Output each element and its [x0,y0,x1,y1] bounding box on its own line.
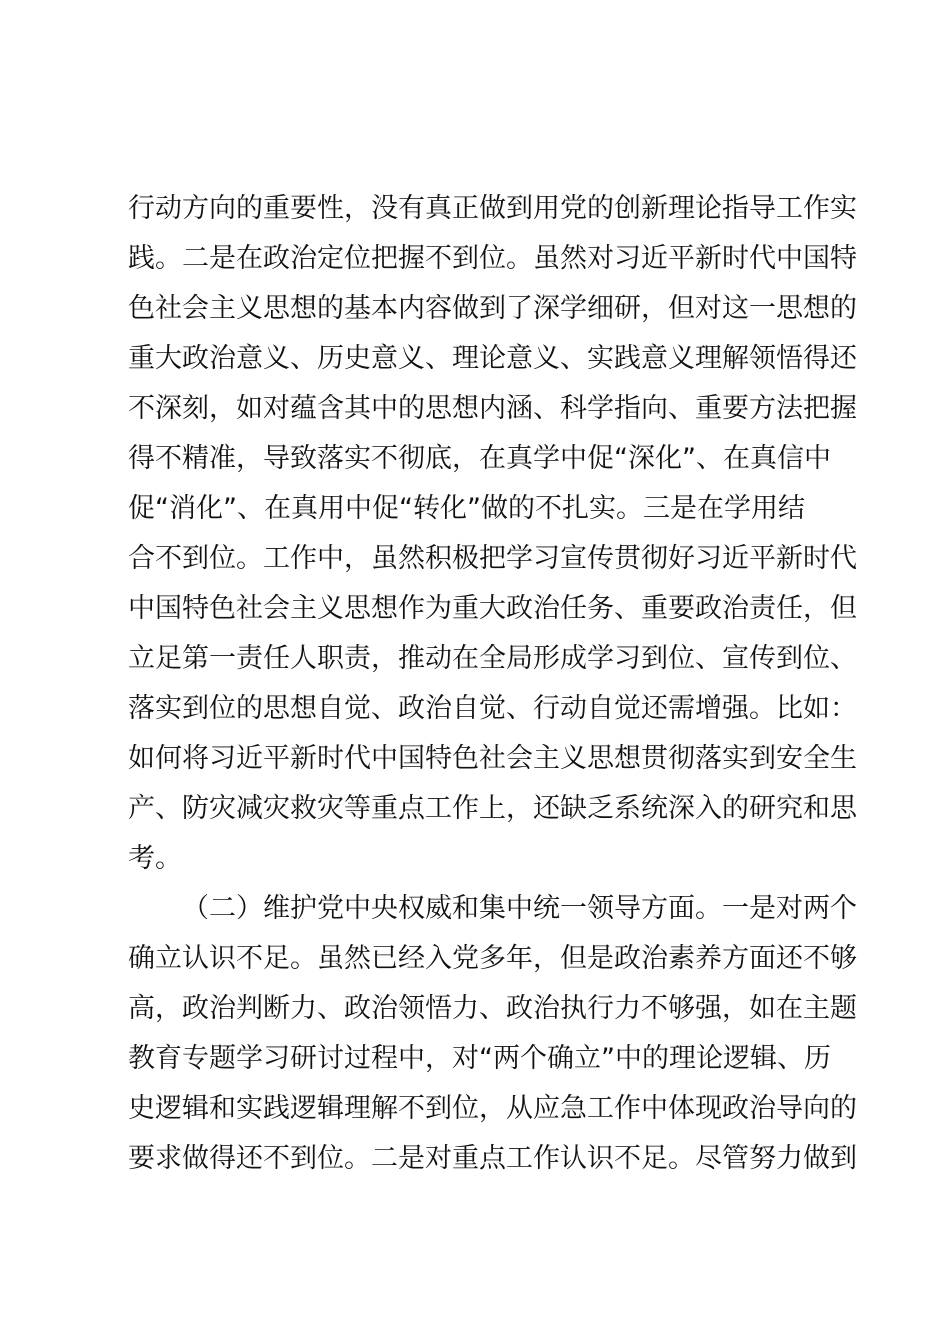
text-line: 高，政治判断力、政治领悟力、政治执行力不够强，如在主题 [128,993,857,1024]
text-line: 产、防灾减灾救灾等重点工作上，还缺乏系统深入的研究和思 [128,793,857,824]
text-line: 史逻辑和实践逻辑理解不到位，从应急工作中体现政治导向的 [128,1093,857,1124]
text-line: 中国特色社会主义思想作为重大政治任务、重要政治责任，但 [128,593,857,624]
text-line: 促“消化”、在真用中促“转化”做的不扎实。三是在学用结 [128,493,805,524]
text-line: 不深刻，如对蕴含其中的思想内涵、科学指向、重要方法把握 [128,393,857,424]
document-body [128,184,857,1184]
text-line: 得不精准，导致落实不彻底，在真学中促“深化”、在真信中 [128,443,831,474]
text-line: 合不到位。工作中，虽然积极把学习宣传贯彻好习近平新时代 [128,543,857,574]
text-line: 践。二是在政治定位把握不到位。虽然对习近平新时代中国特 [128,243,857,274]
text-line: 重大政治意义、历史意义、理论意义、实践意义理解领悟得还 [128,343,857,374]
text-line: 确立认识不足。虽然已经入党多年，但是政治素养方面还不够 [128,943,857,974]
text-line: 色社会主义思想的基本内容做到了深学细研，但对这一思想的 [128,293,857,324]
text-line: 立足第一责任人职责，推动在全局形成学习到位、宣传到位、 [128,643,857,674]
section-heading-line: （二）维护党中央权威和集中统一领导方面。一是对两个 [182,893,857,924]
text-line: 考。 [128,843,182,874]
text-line: 要求做得还不到位。二是对重点工作认识不足。尽管努力做到 [128,1143,857,1174]
text-line: 如何将习近平新时代中国特色社会主义思想贯彻落实到安全生 [128,743,857,774]
text-line: 行动方向的重要性，没有真正做到用党的创新理论指导工作实 [128,193,857,224]
text-line: 教育专题学习研讨过程中，对“两个确立”中的理论逻辑、历 [128,1043,831,1074]
text-line: 落实到位的思想自觉、政治自觉、行动自觉还需增强。比如： [128,693,857,724]
